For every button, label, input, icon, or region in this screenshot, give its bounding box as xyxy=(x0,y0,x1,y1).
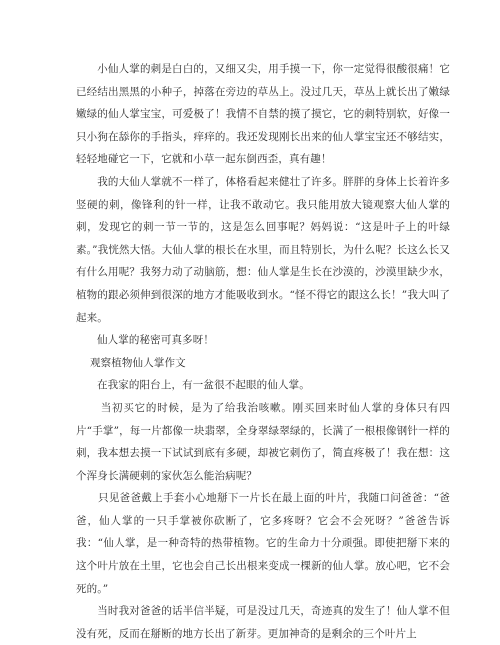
paragraph-1: 小仙人掌的刺是白白的，又细又尖，用手摸一下，你一定觉得很酸很痛！它已经结出黑黑的小种子，掉落在旁边的草丛上。没过几天，草丛上就长出了嫩绿嫩绿的仙人掌宝宝，可爱极了！我情不自禁的摸了摸它，它的刺特别软，好像一只小狗在舔你的手指头，痒痒的。我还发现刚长出来的仙人掌宝宝还不够结实，轻轻地碰它一下，它就和小草一起东倒西歪，真有趣！ xyxy=(76,63,450,166)
paragraph-2: 我的大仙人掌就不一样了，体格看起来健壮了许多。胖胖的身体上长着许多竖硬的刺，像锋利的针一样，让我不敢动它。我只能用放大镜观察大仙人掌的刺，发现它的刺一节一节的，这是怎么回事呢？妈妈说：“这是叶子上的叶绿素。”我恍然大悟。大仙人掌的根长在水里，而且特别长，为什么呢？长这么长又有什么用呢？我努力动了动脑筋，想：仙人掌是生长在沙漠的，沙漠里缺少水，植物的跟必须伸到很深的地方才能吸收到水。“怪不得它的跟这么长！”我大叫了起来。 xyxy=(76,175,450,324)
paragraph-6: 只见爸爸戴上手套小心地掰下一片长在最上面的叶片，我随口问爸爸：“爸爸，仙人掌的一只手掌被你砍断了，它多疼呀？它会不会死呀？”爸爸告诉我：“仙人掌，是一种奇特的热带植物。它的生命力十分顽强。即使把掰下来的这个叶片放在土里，它也会自己长出根来变成一棵新的仙人掌。放心吧，它不会死的。” xyxy=(76,492,450,595)
paragraph-4: 在我家的阳台上，有一盆很不起眼的仙人掌。 xyxy=(76,379,310,392)
paragraph-7: 当时我对爸爸的话半信半疑，可是没过几天，奇迹真的发生了！仙人掌不但没有死，反而在掰断的地方长出了新芽。更加神奇的是剩余的三个叶片上 xyxy=(76,605,450,640)
paragraph-5: 当初买它的时候，是为了给我治咳嗽。刚买回来时仙人掌的身体只有四片“手掌”，每一片都像一块翡翠，全身翠绿翠绿的，长满了一根根像钢针一样的刺，我本想去摸一下试试到底有多硬，却被它刺伤了，简直疼极了！我在想：这个浑身长满硬刺的家伙怎么能治病呢？ xyxy=(76,401,450,482)
paragraph-3: 仙人掌的秘密可真多呀！ xyxy=(76,334,215,347)
essay-title: 观察植物仙人掌作文 xyxy=(76,356,186,369)
